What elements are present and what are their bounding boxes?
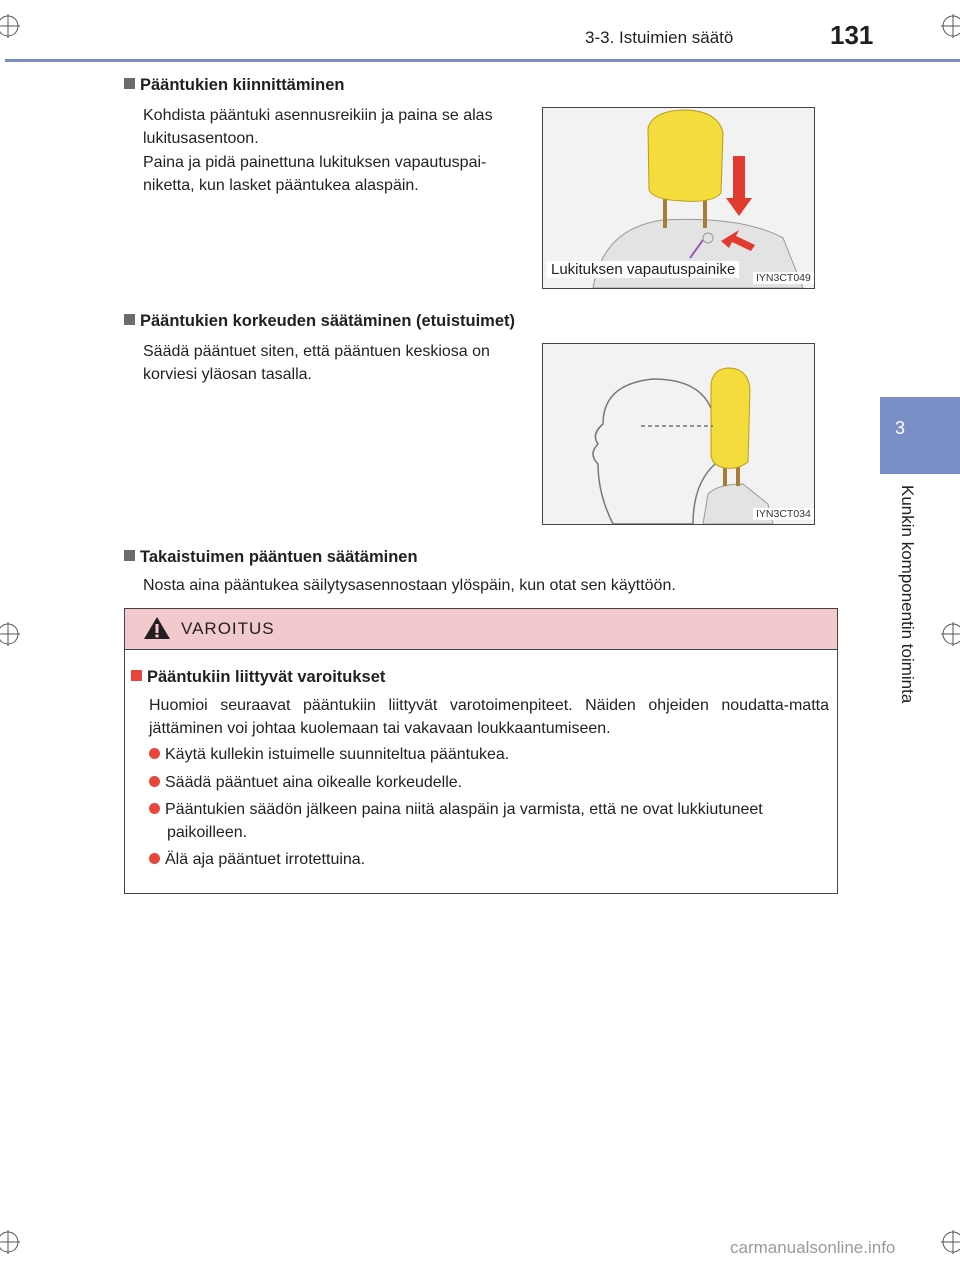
warning-bullet: Käytä kullekin istuimelle suunniteltua pääntukea. (149, 743, 829, 766)
chapter-number: 3 (894, 418, 905, 438)
paragraph-height: Säädä pääntuet siten, että pääntuen keskiosa on korviesi yläosan tasalla. (143, 343, 490, 383)
paragraph-align: Kohdista pääntuki asennusreikiin ja paina se alas lukitusasentoon. (143, 107, 493, 147)
bullet-icon (149, 748, 160, 759)
warning-intro: Huomioi seuraavat pääntukiin liittyvät varotoimenpiteet. Näiden ohjeiden noudatta-matta jättäminen voi johtaa kuolemaan tai vakavaan loukkaantumiseen. (149, 697, 829, 737)
square-bullet-icon (124, 314, 135, 325)
section-heading-rear: Takaistuimen pääntuen säätäminen (124, 548, 418, 567)
warning-title: VAROITUS (181, 619, 275, 638)
paragraph-rear: Nosta aina pääntukea säilytysasennostaan ylöspäin, kun otat sen käyttöön. (143, 577, 676, 594)
figure-headrest-attach (542, 107, 815, 289)
section-heading-height: Pääntukien korkeuden säätäminen (etuistuimet) (124, 312, 515, 331)
warning-bullet: Säädä pääntuet aina oikealle korkeudelle. (149, 771, 829, 794)
bullet-icon (149, 776, 160, 787)
head-position-illustration (543, 344, 814, 524)
warning-triangle-icon (143, 616, 171, 640)
warning-subheading: Pääntukiin liittyvät varoitukset (131, 668, 385, 687)
warning-bullet: Älä aja pääntuet irrotettuina. (149, 848, 829, 871)
section-heading-attach: Pääntukien kiinnittäminen (124, 76, 344, 95)
bullet-icon (149, 803, 160, 814)
header-rule (5, 59, 960, 62)
paragraph-release: Paina ja pidä painettuna lukituksen vapautuspai-niketta, kun lasket pääntukea alaspäin. (143, 154, 487, 194)
square-bullet-icon (131, 670, 142, 681)
page-number: 131 (830, 20, 874, 50)
section-title: 3-3. Istuimien säätö (585, 28, 734, 47)
figure-code: IYN3CT049 (753, 272, 814, 284)
figure-headrest-height (542, 343, 815, 525)
square-bullet-icon (124, 78, 135, 89)
chapter-title: Kunkin komponentin toiminta (898, 485, 917, 704)
figure-code: IYN3CT034 (753, 508, 814, 520)
release-button-callout: Lukituksen vapautuspainike (547, 261, 739, 278)
square-bullet-icon (124, 550, 135, 561)
warning-bullet: Pääntukien säädön jälkeen paina niitä alaspäin ja varmista, että ne ovat lukkiutuneet paikoilleen. (149, 798, 847, 844)
footer-watermark: carmanualsonline.info (730, 1238, 896, 1257)
bullet-icon (149, 853, 160, 864)
